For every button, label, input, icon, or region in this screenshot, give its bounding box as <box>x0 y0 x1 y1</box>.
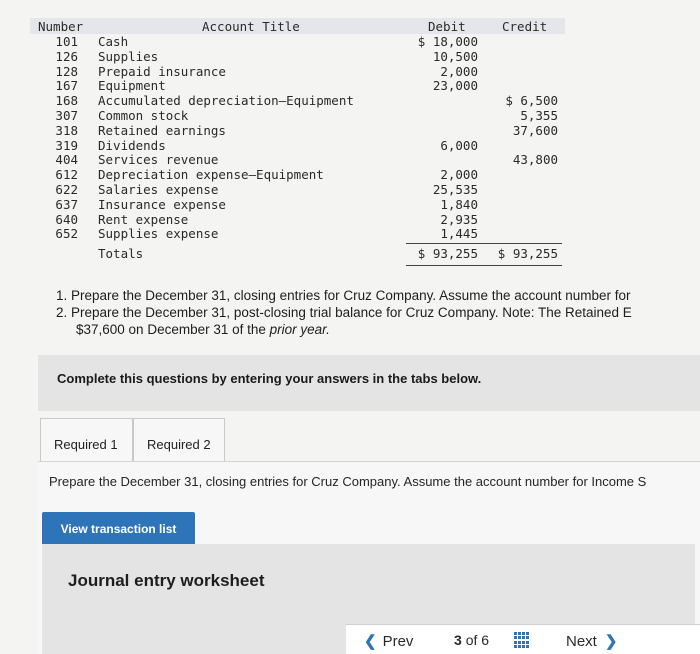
table-row <box>30 78 565 93</box>
instructions-bar <box>38 355 700 411</box>
table-row <box>30 212 565 227</box>
credit-value: $ 6,500 <box>505 93 558 109</box>
account-number: 319 <box>55 137 78 153</box>
table-row <box>30 93 565 108</box>
question-1: 1. Prepare the December 31, closing entries for Cruz Company. Assume the account number for <box>56 288 631 303</box>
account-number: 168 <box>55 93 78 109</box>
account-title: Depreciation expense—Equipment <box>98 167 324 183</box>
account-title: Supplies <box>98 48 159 64</box>
account-title: Retained earnings <box>98 122 226 138</box>
account-title: Cash <box>98 34 129 49</box>
debit-value: 6,000 <box>440 137 478 153</box>
table-row <box>30 182 565 197</box>
question-2: 2. Prepare the December 31, post-closing trial balance for Cruz Company. Note: The Retained E <box>56 305 632 320</box>
debit-value: 2,000 <box>440 63 478 79</box>
credit-value: 5,355 <box>520 107 558 123</box>
account-title: Salaries expense <box>98 181 219 197</box>
header-number: Number <box>38 19 84 34</box>
totals-credit: $ 93,255 <box>497 246 558 262</box>
trial-balance-header <box>30 18 565 34</box>
grid-icon[interactable] <box>514 632 530 648</box>
account-title: Prepaid insurance <box>98 63 226 79</box>
debit-value: $ 18,000 <box>417 34 478 49</box>
account-title: Supplies expense <box>98 226 219 242</box>
account-number: 101 <box>55 34 78 49</box>
debit-value: 1,445 <box>440 226 478 242</box>
totals-debit: $ 93,255 <box>417 246 478 262</box>
debit-value: 23,000 <box>432 78 478 94</box>
table-row <box>30 226 565 241</box>
journal-entry-worksheet-title: Journal entry worksheet <box>68 571 265 590</box>
table-row <box>30 138 565 153</box>
account-title: Services revenue <box>98 152 219 168</box>
table-row <box>30 49 565 64</box>
account-title: Dividends <box>98 137 166 153</box>
account-number: 652 <box>55 226 78 242</box>
table-row <box>30 152 565 167</box>
credit-value: 43,800 <box>512 152 558 168</box>
chevron-left-icon: ❮ <box>364 633 377 650</box>
header-credit: Credit <box>502 19 548 34</box>
table-row <box>30 167 565 182</box>
totals-label: Totals <box>98 246 144 262</box>
next-button[interactable]: Next ❯ <box>566 633 618 650</box>
header-account-title: Account Title <box>202 19 300 34</box>
prev-button[interactable]: ❮ Prev <box>364 633 414 650</box>
page-indicator: 3 of 6 <box>454 632 490 648</box>
account-number: 612 <box>55 167 78 183</box>
account-number: 637 <box>55 196 78 212</box>
tab-required-1[interactable]: Required 1 <box>40 418 133 462</box>
trial-balance-table <box>30 18 565 261</box>
totals-row <box>30 246 565 261</box>
tab-required-2[interactable]: Required 2 <box>133 418 225 462</box>
totals-rule <box>406 243 562 244</box>
table-row <box>30 34 565 49</box>
header-debit: Debit <box>428 19 466 34</box>
account-number: 307 <box>55 107 78 123</box>
account-title: Rent expense <box>98 211 189 227</box>
account-title: Insurance expense <box>98 196 226 212</box>
table-row <box>30 64 565 79</box>
instructions-text: Complete this questions by entering your answers in the tabs below. <box>57 371 482 386</box>
account-number: 640 <box>55 211 78 227</box>
account-number: 318 <box>55 122 78 138</box>
debit-value: 1,840 <box>440 196 478 212</box>
account-number: 167 <box>55 78 78 94</box>
account-title: Common stock <box>98 107 189 123</box>
account-number: 622 <box>55 181 78 197</box>
debit-value: 25,535 <box>432 181 478 197</box>
question-2-continued: $37,600 on December 31 of the prior year. <box>76 322 330 337</box>
credit-value: 37,600 <box>512 122 558 138</box>
debit-value: 2,000 <box>440 167 478 183</box>
debit-value: 10,500 <box>432 48 478 64</box>
table-row <box>30 108 565 123</box>
pagination-bar <box>346 624 700 654</box>
account-number: 404 <box>55 152 78 168</box>
account-title: Accumulated depreciation—Equipment <box>98 93 354 109</box>
required-1-prompt: Prepare the December 31, closing entries for Cruz Company. Assume the account number for Income S <box>49 474 647 489</box>
account-title: Equipment <box>98 78 166 94</box>
table-row <box>30 123 565 138</box>
totals-bottom-rule <box>406 265 562 266</box>
account-number: 126 <box>55 48 78 64</box>
view-transaction-list-button[interactable]: View transaction list <box>42 512 195 546</box>
account-number: 128 <box>55 63 78 79</box>
chevron-right-icon: ❯ <box>604 633 618 650</box>
debit-value: 2,935 <box>440 211 478 227</box>
table-row <box>30 197 565 212</box>
